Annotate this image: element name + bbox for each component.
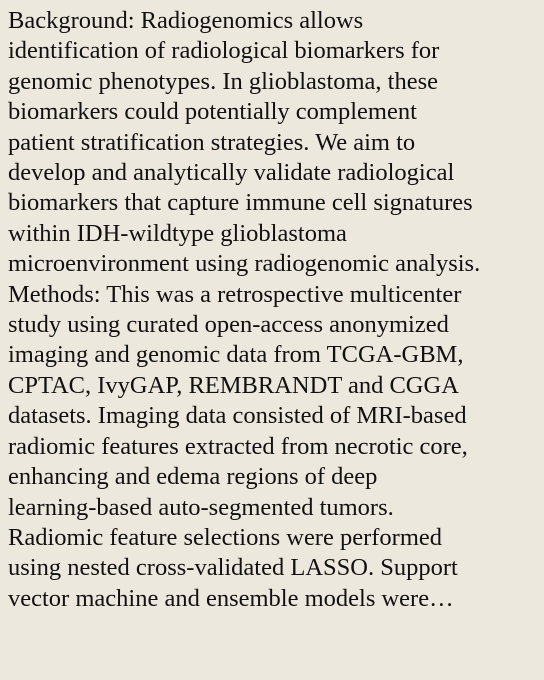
abstract-line: learning-based auto-segmented tumors. (8, 493, 394, 521)
abstract-line: biomarkers that capture immune cell signatures (8, 189, 473, 217)
abstract-line: identification of radiological biomarkers for (8, 37, 440, 65)
abstract-line: vector machine and ensemble models were… (8, 584, 454, 612)
abstract-line: datasets. Imaging data consisted of MRI-based (8, 402, 467, 430)
abstract-line: imaging and genomic data from TCGA-GBM, (8, 341, 464, 369)
abstract-line: within IDH-wildtype glioblastoma (8, 219, 347, 247)
abstract-line: develop and analytically validate radiological (8, 159, 455, 187)
abstract-line: Methods: This was a retrospective multicenter (8, 280, 462, 308)
abstract-line: biomarkers could potentially complement (8, 98, 417, 126)
abstract-line: microenvironment using radiogenomic analysis. (8, 250, 481, 278)
abstract-line: study using curated open-access anonymized (8, 311, 449, 339)
abstract-line: patient stratification strategies. We aim to (8, 128, 416, 156)
abstract-line: Background: Radiogenomics allows (8, 7, 364, 34)
abstract-line: using nested cross-validated LASSO. Support (8, 554, 458, 582)
abstract-line: Radiomic feature selections were performed (8, 523, 443, 551)
abstract-line: radiomic features extracted from necrotic core, (8, 432, 468, 460)
abstract-line: CPTAC, IvyGAP, REMBRANDT and CGGA (8, 371, 459, 399)
abstract-line: enhancing and edema regions of deep (8, 463, 378, 491)
abstract-line: genomic phenotypes. In glioblastoma, these (8, 67, 439, 95)
